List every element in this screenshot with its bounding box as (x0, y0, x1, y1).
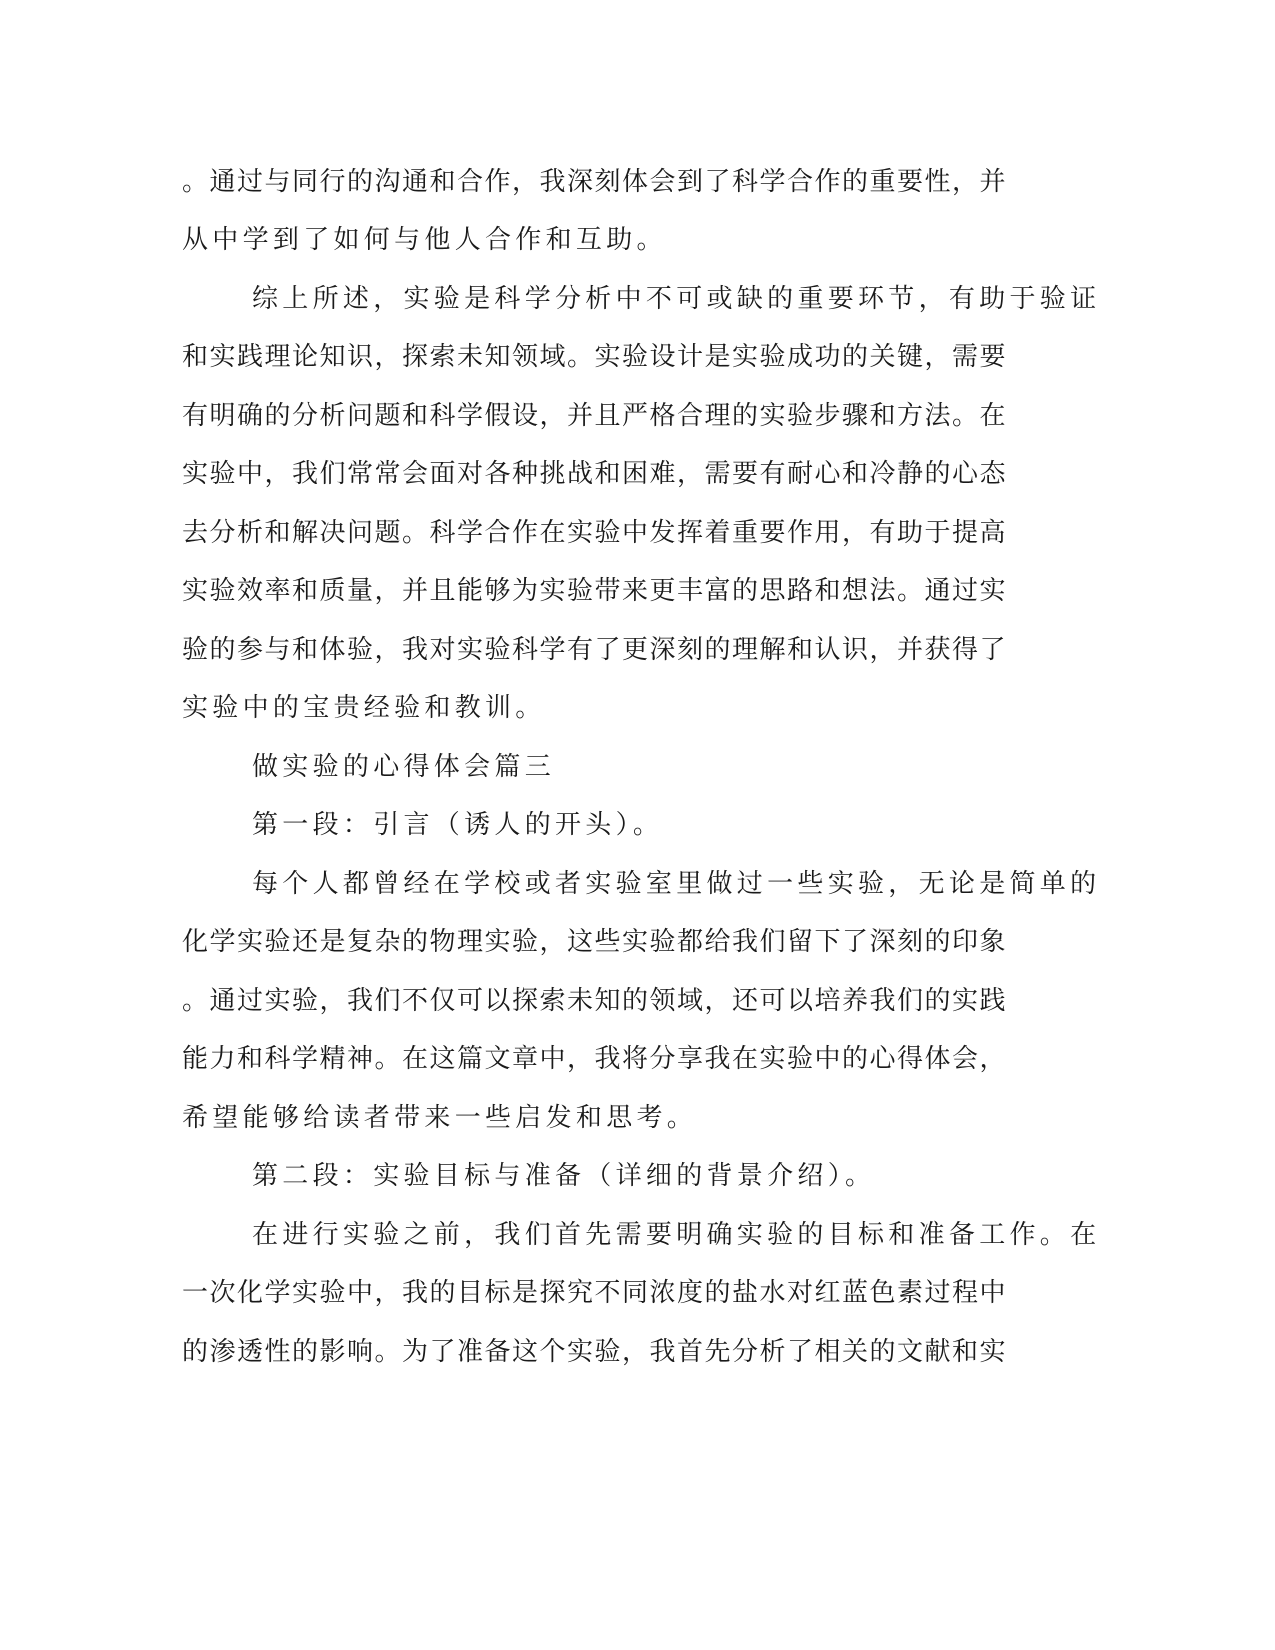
text-line: 实验效率和质量，并且能够为实验带来更丰富的思路和想法。通过实 (182, 576, 1008, 606)
paragraph-first-line: 在进行实验之前，我们首先需要明确实验的目标和准备工作。在 (252, 1220, 1101, 1250)
text-line: 和实践理论知识，探索未知领域。实验设计是实验成功的关键，需要 (182, 342, 1008, 372)
text-line: 能力和科学精神。在这篇文章中，我将分享我在实验中的心得体会， (182, 1044, 1008, 1074)
paragraph-first-line: 综上所述，实验是科学分析中不可或缺的重要环节，有助于验证 (252, 284, 1101, 314)
paragraph-first-line: 每个人都曾经在学校或者实验室里做过一些实验，无论是简单的 (252, 869, 1101, 899)
text-line: 验的参与和体验，我对实验科学有了更深刻的理解和认识，并获得了 (182, 635, 1008, 665)
section-heading: 第二段：实验目标与准备（详细的背景介绍）。 (252, 1161, 876, 1191)
text-line: 一次化学实验中，我的目标是探究不同浓度的盐水对红蓝色素过程中 (182, 1278, 1008, 1308)
text-line: 。通过实验，我们不仅可以探索未知的领域，还可以培养我们的实践 (182, 986, 1008, 1016)
text-line: 有明确的分析问题和科学假设，并且严格合理的实验步骤和方法。在 (182, 401, 1008, 431)
text-line: 实验中，我们常常会面对各种挑战和困难，需要有耐心和冷静的心态 (182, 459, 1008, 489)
text-line: 从中学到了如何与他人合作和互助。 (182, 225, 667, 255)
section-title: 做实验的心得体会篇三 (252, 752, 556, 782)
text-line: 。通过与同行的沟通和合作，我深刻体会到了科学合作的重要性，并 (182, 167, 1008, 197)
text-line: 实验中的宝贵经验和教训。 (182, 693, 546, 723)
text-line: 去分析和解决问题。科学合作在实验中发挥着重要作用，有助于提高 (182, 518, 1008, 548)
text-line: 的渗透性的影响。为了准备这个实验，我首先分析了相关的文献和实 (182, 1337, 1008, 1367)
section-heading: 第一段：引言（诱人的开头）。 (252, 810, 664, 840)
text-line: 化学实验还是复杂的物理实验，这些实验都给我们留下了深刻的印象 (182, 927, 1008, 957)
text-line: 希望能够给读者带来一些启发和思考。 (182, 1103, 698, 1133)
